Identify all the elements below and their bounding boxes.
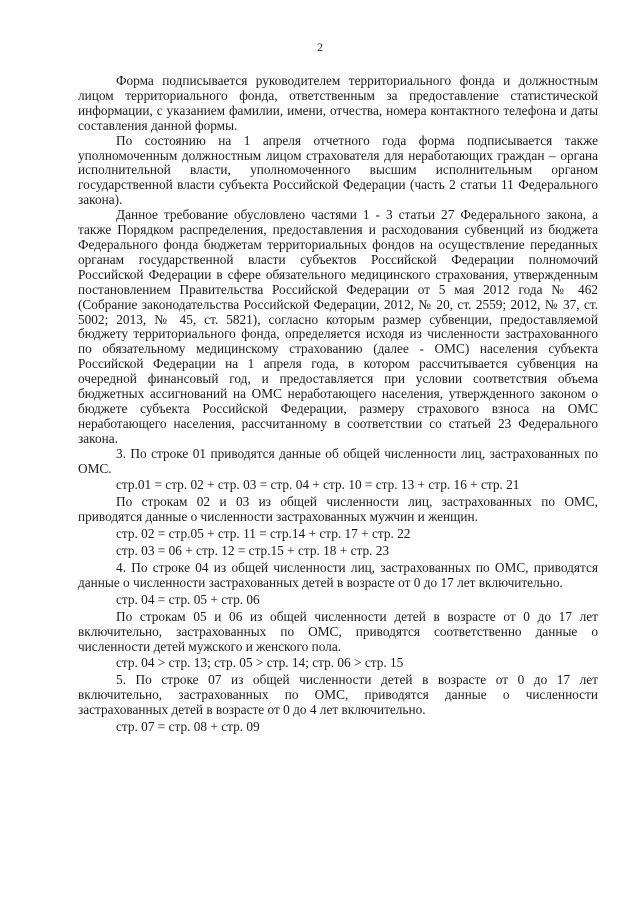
formula-row-03: стр. 03 = 06 + стр. 12 = стр.15 + стр. 18 + стр. 23 (116, 543, 390, 559)
paragraph-row-01: 3. По строке 01 приводятся данные об общей численности лиц, застрахованных по ОМС. (78, 445, 598, 476)
paragraph-rows-02-03: По строкам 02 и 03 из общей численности лиц, застрахованных по ОМС, приводятся данные о численности застрахованных мужчин и женщин. (78, 494, 598, 525)
paragraph-row-07: 5. По строке 07 из общей численности детей в возрасте от 0 до 17 лет включительно, застрахованных по ОМС, приводятся данные о численности застрахованных детей в возрасте от 0 до 4 лет включительно. (78, 672, 598, 718)
paragraph-april-signature: По состоянию на 1 апреля отчетного года форма подписывается также уполномоченным должностным лицом страхователя для неработающих граждан – органа исполнительной власти, уполномоченного высшим исполнительным органом государственной власти субъекта Российской Федерации (часть 2 статьи 11 Федерального закона). (78, 132, 598, 208)
document-body (78, 74, 598, 735)
paragraph-row-04: 4. По строке 04 из общей численности лиц, застрахованных по ОМС, приводятся данные о численности застрахованных детей в возрасте от 0 до 17 лет включительно. (78, 560, 598, 590)
formula-row-07: стр. 07 = стр. 08 + стр. 09 (116, 719, 260, 735)
paragraph-requirement: Данное требование обусловлено частями 1 - 3 статьи 27 Федерального закона, а также Порядком распределения, предоставления и расходования субвенций из бюджета Федерального фонда бюджетам территориальных фондов на осуществление переданных органам государственной власти субъектов Российской Федерации полномочий Российской Федерации в сфере обязательного медицинского страхования, утвержденным постановлением Правительства Российской Федерации от 5 мая 2012 года № 462 (Собрание законодательства Российской Федерации, 2012, № 20, ст. 2559; 2012, № 37, ст. 5002; 2013, № 45, ст. 5821), согласно которым размер субвенции, предоставляемой бюджету территориального фонда, определяется исходя из численности застрахованного по обязательному медицинскому страхованию (далее - ОМС) населения субъекта Российской Федерации на 1 апреля года, в котором рассчитывается субвенция на очередной финансовый год, и предоставляется при условии соответствия объема бюджетных ассигнований на ОМС неработающего населения, утвержденного законом о бюджете субъекта Российской Федерации, размеру страхового взноса на ОМС неработающего населения, рассчитанному в соответствии со статьей 23 Федерального закона. (78, 207, 598, 446)
paragraph-rows-05-06: По строкам 05 и 06 из общей численности детей в возрасте от 0 до 17 лет включительно, застрахованных по ОМС, приводятся соответственно данные о численности детей мужского и женского пола. (78, 608, 598, 654)
formula-row-01: стр.01 = стр. 02 + стр. 03 = стр. 04 + стр. 10 = стр. 13 + стр. 16 + стр. 21 (116, 477, 520, 493)
formula-row-04: стр. 04 = стр. 05 + стр. 06 (116, 591, 260, 607)
page-number: 2 (317, 40, 323, 54)
paragraph-signature: Форма подписывается руководителем территориального фонда и должностным лицом территориального фонда, ответственным за предоставление статистической информации, с указанием фамилии, имени, отчества, номера контактного телефона и даты составления данной формы. (78, 73, 598, 133)
formula-row-02: стр. 02 = стр.05 + стр. 11 = стр.14 + стр. 17 + стр. 22 (116, 526, 411, 542)
formula-rows-04-06: стр. 04 > стр. 13; стр. 05 > стр. 14; стр. 06 > стр. 15 (116, 655, 404, 671)
